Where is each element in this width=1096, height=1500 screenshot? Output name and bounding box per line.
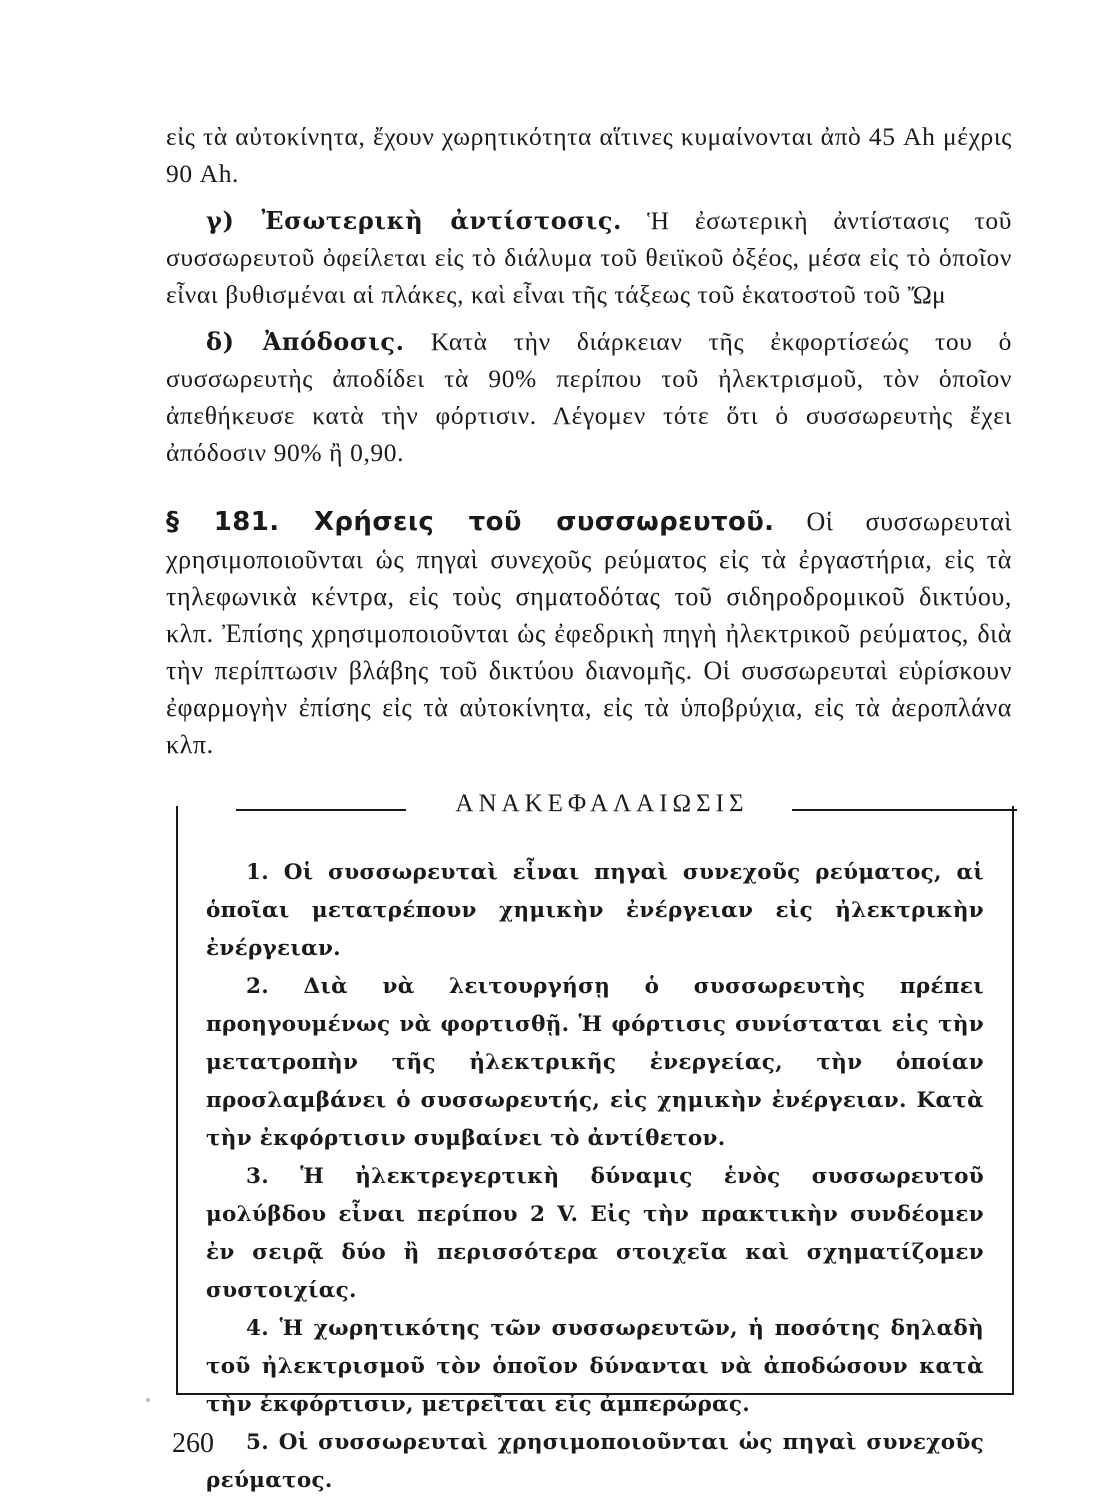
paragraph-internal-resistance (166, 202, 1012, 313)
intro-paragraph: εἰς τὰ αὐτοκίνητα, ἔχουν χωρητικότητα αἵτινες κυμαίνονται ἀπὸ 45 Ah μέχρις 90 Ah. (166, 122, 1012, 188)
text-internal-resistance: Ἡ ἐσωτερικὴ ἀντίστασις τοῦ συσσωρευτοῦ ὀφείλεται εἰς τὸ διάλυμα τοῦ θειϊκοῦ ὀξέος, μέσα εἰς τὸ ὁποῖον εἶναι βυθισμέναι αἱ πλάκες, καὶ εἶναι τῆς τάξεως τοῦ ἑκατοστοῦ τοῦ Ὤμ (166, 206, 1012, 309)
label-internal-resistance: γ) Ἐσωτερικὴ ἀντίστοσις. (206, 206, 622, 235)
text-efficiency: Κατὰ τὴν διάρκειαν τῆς ἐκφορτίσεώς του ὁ συσσωρευτὴς ἀποδίδει τὰ 90% περίπου τοῦ ἠλεκτρισμοῦ, τὸν ὁποῖον ἀπεθήκευσε κατὰ τὴν φόρτισιν. Λέγομεν τότε ὅτι ὁ συσσωρευτὴς ἔχει ἀπόδοσιν 90% ἢ 0,90. (166, 327, 1012, 467)
label-efficiency: δ) Ἀπόδοσις. (206, 327, 405, 356)
scan-speck (146, 1398, 150, 1402)
page-body (166, 118, 1012, 763)
summary-item-2: 2. Διὰ νὰ λειτουργήσῃ ὁ συσσωρευτὴς πρέπει προηγουμένως νὰ φορτισθῇ. Ἡ φόρτισις συνίσταται εἰς τὴν μετατροπὴν τῆς ἠλεκτρικῆς ἐνεργείας, τὴν ὁποίαν προσλαμβάνει ὁ συσσωρευτής, εἰς χημικὴν ἐνέργειαν. Κατὰ τὴν ἐκφόρτισιν συμβαίνει τὸ ἀντίθετον. (206, 974, 984, 1151)
summary-title: ΑΝΑΚΕΦΑΛΑΙΩΣΙΣ (455, 790, 749, 817)
summary-list (206, 854, 984, 1500)
summary-item-4: 4. Ἡ χωρητικότης τῶν συσσωρευτῶν, ἡ ποσότης δηλαδὴ τοῦ ἠλεκτρισμοῦ τὸν ὁποῖον δύνανται νὰ ἀποδώσουν κατὰ τὴν ἐκφόρτισιν, μετρεῖται εἰς ἀμπερώρας. (206, 1316, 984, 1417)
page-number: 260 (172, 1428, 214, 1459)
summary-item-3: 3. Ἡ ἠλεκτρεγερτικὴ δύναμις ἑνὸς συσσωρευτοῦ μολύβδου εἶναι περίπου 2 V. Εἰς τὴν πρακτικὴν συνδέομεν ἐν σειρᾷ δύο ἢ περισσότερα στοιχεῖα καὶ σχηματίζομεν συστοιχίας. (206, 1164, 984, 1303)
paragraph-efficiency (166, 323, 1012, 471)
section-181 (166, 503, 1012, 763)
summary-item-5: 5. Οἱ συσσωρευταὶ χρησιμοποιοῦνται ὡς πηγαὶ συνεχοῦς ρεύματος. (206, 1430, 984, 1493)
summary-item-1: 1. Οἱ συσσωρευταὶ εἶναι πηγαὶ συνεχοῦς ρεύματος, αἱ ὁποῖαι μετατρέπουν χημικὴν ἐνέργειαν εἰς ἠλεκτρικὴν ἐνέργειαν. (206, 860, 984, 961)
section-181-heading: § 181. Χρήσεις τοῦ συσσωρευτοῦ. (166, 507, 775, 537)
section-181-text: Οἱ συσσωρευταὶ χρησιμοποιοῦνται ὡς πηγαὶ συνεχοῦς ρεύματος εἰς τὰ ἐργαστήρια, εἰς τὰ τηλεφωνικὰ κέντρα, εἰς τοὺς σηματοδότας τοῦ σιδηροδρομικοῦ δικτύου, κλπ. Ἐπίσης χρησιμοποιοῦνται ὡς ἐφεδρικὴ πηγὴ ἠλεκτρικοῦ ρεύματος, διὰ τὴν περίπτωσιν βλάβης τοῦ δικτύου διανομῆς. Οἱ συσσωρευταὶ εὑρίσκουν ἐφαρμογὴν ἐπίσης εἰς τὰ αὐτοκίνητα, εἰς τὰ ὑποβρύχια, εἰς τὰ ἀεροπλάνα κλπ. (166, 507, 1012, 759)
